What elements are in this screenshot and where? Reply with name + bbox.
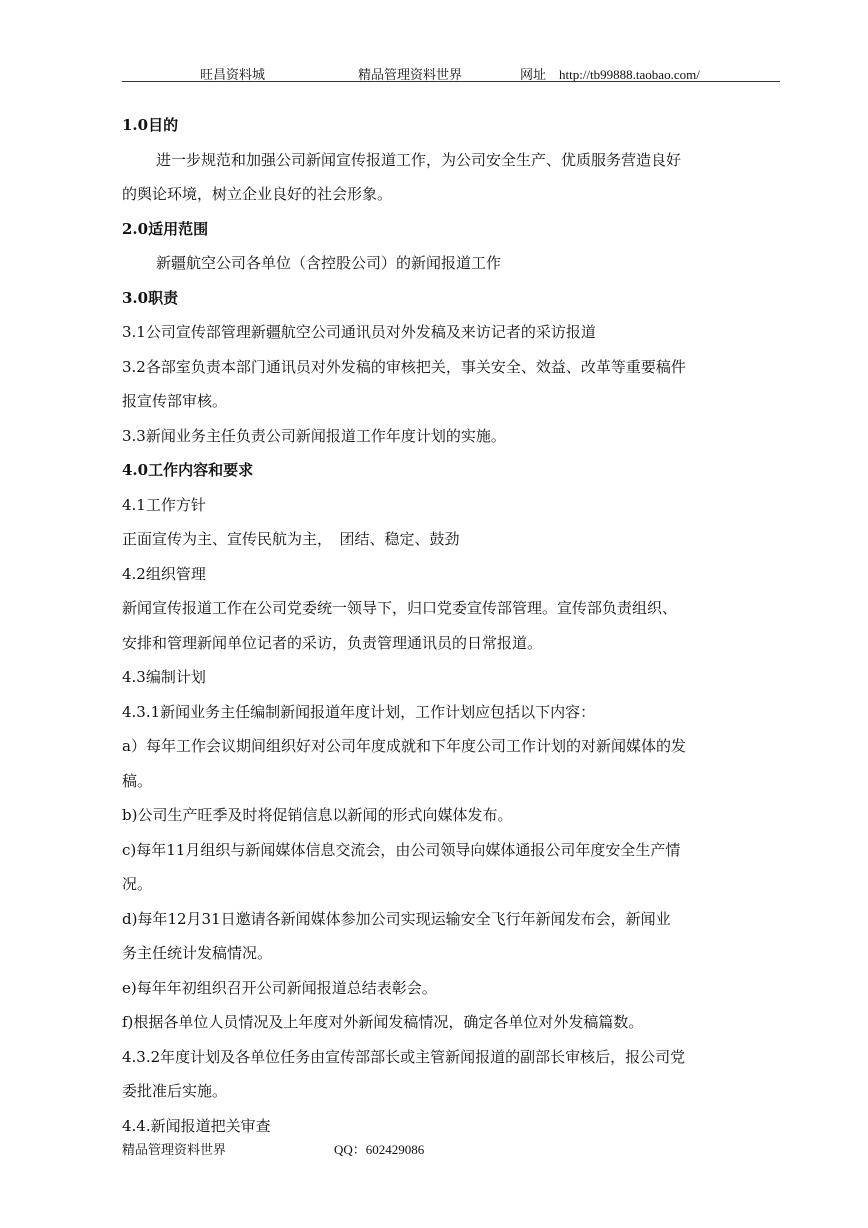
paragraph-line: 安排和管理新闻单位记者的采访，负责管理通讯员的日常报道。 — [122, 633, 543, 652]
page-footer — [122, 1139, 780, 1159]
paragraph-line: 的舆论环境，树立企业良好的社会形象。 — [122, 185, 393, 203]
footer-left-text: 精品管理资料世界 — [122, 1142, 227, 1157]
paragraph-line: 新闻宣传报道工作在公司党委统一领导下，归口党委宣传部管理。宣传部负责组织、 — [122, 599, 678, 617]
list-item-line: d)每年12月31日邀请各新闻媒体参加公司实现运输安全飞行年新闻发布会，新闻业 — [122, 909, 671, 928]
section-heading-work-content: 4.0工作内容和要求 — [122, 461, 254, 479]
section-heading-responsibilities: 3.0职责 — [122, 288, 179, 307]
paragraph-line: 3.2各部室负责本部门通讯员对外发稿的审核把关，事关安全、效益、改革等重要稿件 — [122, 357, 686, 376]
list-item-line: 稿。 — [122, 771, 153, 790]
section-heading-scope: 2.0适用范围 — [122, 219, 209, 238]
list-item-line: e)每年年初组织召开公司新闻报道总结表彰会。 — [122, 978, 437, 997]
page-header — [122, 62, 780, 82]
section-heading-purpose: 1.0目的 — [122, 116, 179, 134]
paragraph-line: 报宣传部审核。 — [122, 392, 228, 410]
paragraph-line: 3.1公司宣传部管理新疆航空公司通讯员对外发稿及来访记者的采访报道 — [122, 323, 596, 341]
list-item-line: a）每年工作会议期间组织好对公司年度成就和下年度公司工作计划的对新闻媒体的发 — [122, 737, 686, 755]
paragraph-line: 进一步规范和加强公司新闻宣传报道工作，为公司安全生产、优质服务营造良好 — [156, 150, 682, 169]
subsection-heading: 4.1工作方针 — [122, 495, 206, 514]
list-item-line: b)公司生产旺季及时将促销信息以新闻的形式向媒体发布。 — [122, 806, 513, 824]
header-left-text: 旺昌资料城 — [200, 67, 266, 82]
document-body — [122, 108, 780, 1143]
list-item-line: c)每年11月组织与新闻媒体信息交流会，由公司领导向媒体通报公司年度安全生产情 — [122, 840, 681, 859]
list-item-line: f)根据各单位人员情况及上年度对外新闻发稿情况，确定各单位对外发稿篇数。 — [122, 1013, 644, 1031]
footer-qq-text: QQ：602429086 — [334, 1142, 425, 1157]
paragraph-line: 4.3.2年度计划及各单位任务由宣传部部长或主管新闻报道的副部长审核后，报公司党 — [122, 1047, 686, 1066]
paragraph-line: 新疆航空公司各单位（含控股公司）的新闻报道工作 — [156, 254, 502, 272]
paragraph-line: 委批准后实施。 — [122, 1082, 228, 1100]
paragraph-line: 正面宣传为主、宣传民航为主， 团结、稳定、鼓劲 — [122, 530, 460, 548]
list-item-line: 务主任统计发稿情况。 — [122, 944, 273, 962]
subsection-heading: 4.3编制计划 — [122, 668, 206, 686]
header-divider — [122, 81, 780, 82]
list-item-line: 况。 — [122, 875, 153, 893]
subsection-heading: 4.4.新闻报道把关审查 — [122, 1116, 271, 1135]
header-middle-text: 精品管理资料世界 — [358, 67, 463, 82]
subsection-heading: 4.2组织管理 — [122, 564, 206, 583]
paragraph-line: 3.3新闻业务主任负责公司新闻报道工作年度计划的实施。 — [122, 426, 506, 445]
paragraph-line: 4.3.1新闻业务主任编制新闻报道年度计划，工作计划应包括以下内容： — [122, 702, 596, 721]
header-website-text: 网址 http://tb99888.taobao.com/ — [520, 67, 700, 82]
